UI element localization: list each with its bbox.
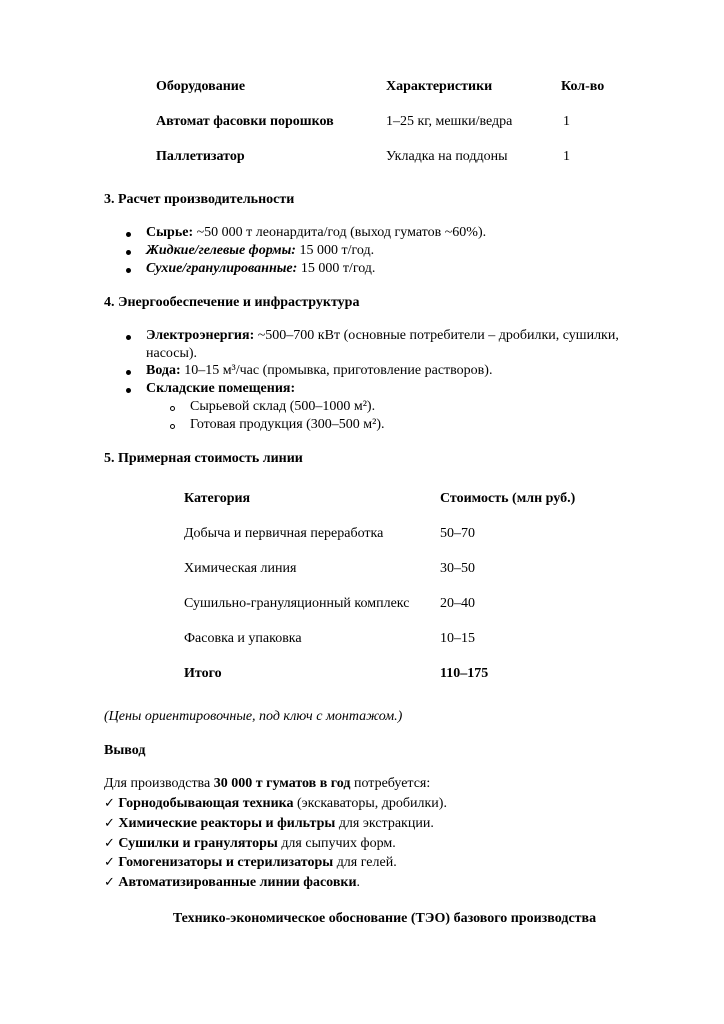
list-item-water: Вода: 10–15 м³/час (промывка, приготовление растворов). bbox=[146, 363, 493, 378]
cost-row-value: 50–70 bbox=[440, 526, 475, 541]
section-3-title: 3. Расчет производительности bbox=[104, 192, 295, 207]
conclusion-intro: Для производства 30 000 т гуматов в год потребуется: bbox=[104, 776, 431, 791]
bullet-icon bbox=[126, 388, 131, 393]
list-item-electricity-cont: насосы). bbox=[146, 346, 198, 361]
sub-list-item: Сырьевой склад (500–1000 м²). bbox=[190, 399, 376, 414]
check-list-item: ✓ Автоматизированные линии фасовки. bbox=[104, 875, 361, 890]
list-item: Жидкие/гелевые формы: 15 000 т/год. bbox=[146, 243, 375, 258]
check-icon: ✓ bbox=[104, 875, 115, 890]
list-item-storage: Складские помещения: bbox=[146, 381, 296, 396]
bullet-icon bbox=[126, 335, 131, 340]
check-icon: ✓ bbox=[104, 816, 115, 831]
check-icon: ✓ bbox=[104, 855, 115, 870]
equipment-row-qty: 1 bbox=[563, 149, 570, 164]
check-icon: ✓ bbox=[104, 836, 115, 851]
bullet-icon bbox=[126, 232, 131, 237]
section-4-title: 4. Энергообеспечение и инфраструктура bbox=[104, 295, 360, 310]
cost-total-value: 110–175 bbox=[440, 666, 489, 681]
check-list-item: ✓ Химические реакторы и фильтры для экстракции. bbox=[104, 816, 434, 831]
conclusion-title: Вывод bbox=[104, 743, 146, 758]
list-item: Сырье: ~50 000 т леонардита/год (выход гуматов ~60%). bbox=[146, 225, 487, 240]
cost-row-category: Химическая линия bbox=[184, 561, 297, 576]
check-list-item: ✓ Гомогенизаторы и стерилизаторы для гелей. bbox=[104, 855, 397, 870]
check-list-item: ✓ Горнодобывающая техника (экскаваторы, дробилки). bbox=[104, 796, 447, 811]
equipment-header-name: Оборудование bbox=[156, 79, 246, 94]
list-item-electricity: Электроэнергия: ~500–700 кВт (основные потребители – дробилки, сушилки, bbox=[146, 328, 619, 343]
cost-row-value: 20–40 bbox=[440, 596, 475, 611]
cost-header-category: Категория bbox=[184, 491, 251, 506]
list-item: Сухие/гранулированные: 15 000 т/год. bbox=[146, 261, 376, 276]
equipment-row-name: Паллетизатор bbox=[156, 149, 245, 164]
cost-row-category: Добыча и первичная переработка bbox=[184, 526, 384, 541]
equipment-row-spec: Укладка на поддоны bbox=[386, 149, 508, 164]
cost-row-category: Фасовка и упаковка bbox=[184, 631, 302, 646]
check-list-item: ✓ Сушилки и грануляторы для сыпучих форм. bbox=[104, 836, 396, 851]
bullet-icon bbox=[126, 370, 131, 375]
equipment-row-name: Автомат фасовки порошков bbox=[156, 114, 334, 129]
cost-row-category: Сушильно-грануляционный комплекс bbox=[184, 596, 410, 611]
sub-bullet-icon bbox=[170, 424, 175, 429]
equipment-row-spec: 1–25 кг, мешки/ведра bbox=[386, 114, 513, 129]
check-icon: ✓ bbox=[104, 796, 115, 811]
equipment-row-qty: 1 bbox=[563, 114, 570, 129]
bullet-icon bbox=[126, 250, 131, 255]
cost-total-label: Итого bbox=[184, 666, 222, 681]
sub-bullet-icon bbox=[170, 406, 175, 411]
cost-row-value: 30–50 bbox=[440, 561, 475, 576]
equipment-header-spec: Характеристики bbox=[386, 79, 493, 94]
cost-header-value: Стоимость (млн руб.) bbox=[440, 491, 576, 506]
bullet-icon bbox=[126, 268, 131, 273]
section-5-title: 5. Примерная стоимость линии bbox=[104, 451, 303, 466]
cost-row-value: 10–15 bbox=[440, 631, 475, 646]
equipment-header-qty: Кол-во bbox=[561, 79, 605, 94]
sub-list-item: Готовая продукция (300–500 м²). bbox=[190, 417, 385, 432]
price-note: (Цены ориентировочные, под ключ с монтажом.) bbox=[104, 709, 403, 724]
document-title: Технико-экономическое обоснование (ТЭО) базового производства bbox=[172, 911, 597, 926]
